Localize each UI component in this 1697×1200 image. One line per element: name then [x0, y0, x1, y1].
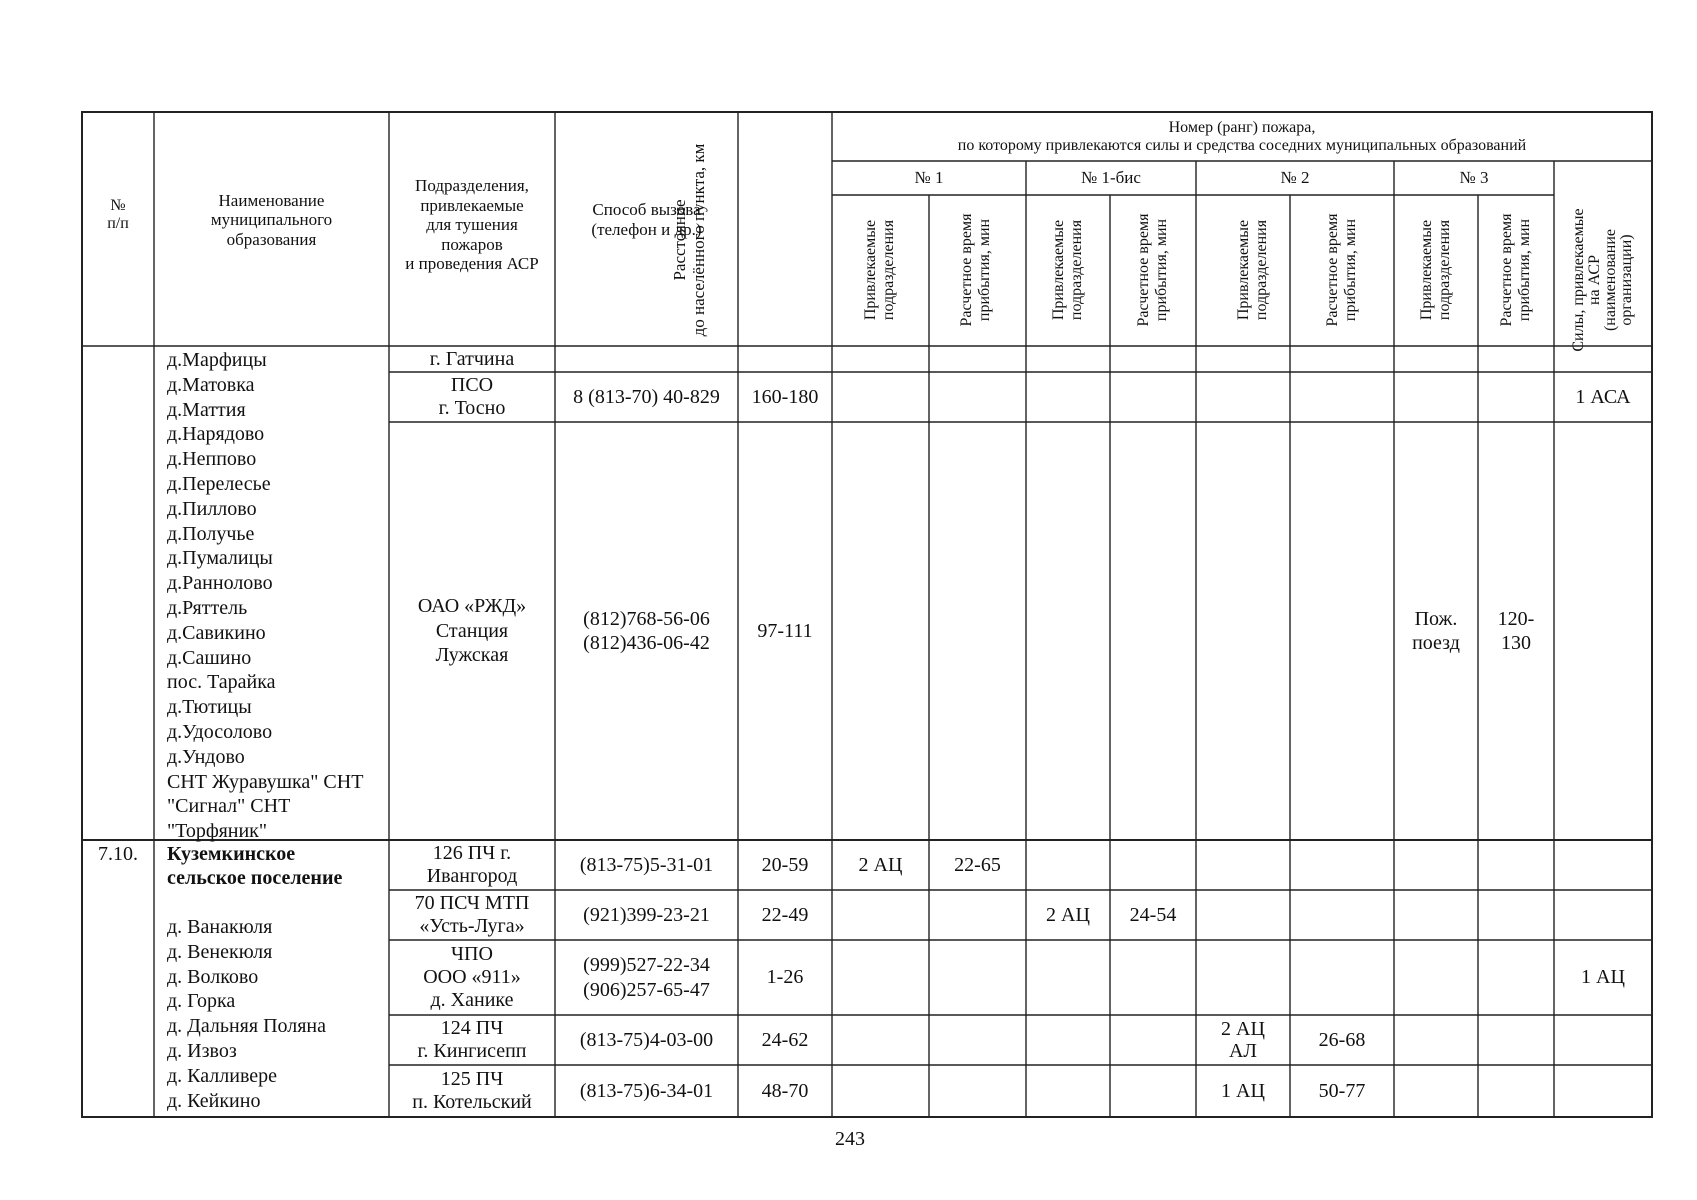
phone-cell: (812)768-56-06 (812)436-06-42 — [583, 607, 710, 654]
unit-cell: ОАО «РЖД» Станция Лужская — [417, 595, 527, 667]
village-name: д.Получье — [167, 522, 255, 545]
phone-cell: (921)399-23-21 — [583, 903, 710, 926]
header-units: Подразделения, привлекаемые для тушения пожаров и проведения АСР — [405, 176, 539, 274]
village-name: д.Раннолово — [167, 572, 273, 595]
phone-cell: (813-75)4-03-00 — [579, 1028, 714, 1051]
phone-cell: 8 (813-70) 40-829 — [573, 385, 720, 408]
header-r1bis-units: Привлекаемые подразделения — [1050, 219, 1085, 321]
village-name: д.Нарядово — [167, 423, 265, 446]
header-r3-time: Расчетное время прибытия, мин — [1498, 213, 1533, 327]
village-name: д.Перелесье — [167, 472, 271, 495]
header-r3-units: Привлекаемые подразделения — [1418, 219, 1453, 321]
municipality-name: Куземкинское сельское поселение — [167, 843, 343, 890]
header-r1-time: Расчетное время прибытия, мин — [958, 213, 993, 327]
header-r1bis-time: Расчетное время прибытия, мин — [1135, 213, 1170, 327]
village-name: д. Кейкино — [167, 1089, 261, 1112]
unit-cell: г. Гатчина — [429, 347, 515, 370]
header-asr-forces: Силы, привлекаемые на АСР (наименование организации) — [1570, 208, 1635, 352]
village-name: д.Сашино — [167, 646, 252, 669]
village-name: д.Тютицы — [167, 696, 252, 719]
village-name: д.Неппово — [167, 448, 257, 471]
village-name: д.Пумалицы — [167, 547, 273, 570]
village-name: д. Извоз — [167, 1039, 237, 1062]
unit-cell: ЧПО ООО «911» д. Ханике — [423, 943, 521, 1011]
r2-units-cell: 2 АЦ АЛ — [1221, 1018, 1265, 1062]
unit-cell: 124 ПЧ г. Кингисепп — [417, 1017, 527, 1062]
village-name: д.Ундово — [167, 745, 245, 768]
header-municipality-name: Наименование муниципального образования — [210, 190, 333, 249]
header-r1-units: Привлекаемые подразделения — [862, 219, 897, 321]
distance-cell: 20-59 — [761, 853, 809, 876]
header-rank-2: № 2 — [1280, 168, 1310, 188]
village-name: д. Ванакюля — [167, 916, 273, 938]
r3-units-cell: Пож. поезд — [1412, 607, 1460, 654]
phone-cell: (999)527-22-34 (906)257-65-47 — [583, 954, 710, 1001]
phone-cell: (813-75)5-31-01 — [579, 853, 714, 876]
header-rank-1: № 1 — [914, 168, 944, 188]
r1bis-time-cell: 24-54 — [1129, 903, 1177, 926]
header-rank-3: № 3 — [1459, 168, 1489, 188]
village-name: д.Матовка — [167, 373, 255, 396]
asr-cell: 1 АЦ — [1581, 966, 1625, 989]
r1bis-units-cell: 2 АЦ — [1046, 903, 1090, 926]
row-number: 7.10. — [98, 843, 138, 865]
unit-cell: 70 ПСЧ МТП «Усть-Луга» — [414, 892, 530, 937]
village-name: "Торфяник" — [167, 820, 268, 843]
village-name: д. Горка — [167, 990, 236, 1013]
header-rank-title: Номер (ранг) пожара, по которому привлекаются силы и средства соседних муниципальных образований — [957, 118, 1527, 154]
phone-cell: (813-75)6-34-01 — [579, 1079, 714, 1102]
distance-cell: 48-70 — [761, 1079, 809, 1102]
r2-units-cell: 1 АЦ — [1221, 1079, 1265, 1102]
block1-village-list — [167, 348, 363, 844]
header-r2-units: Привлекаемые подразделения — [1235, 219, 1270, 321]
village-name: д. Волково — [167, 965, 259, 988]
distance-cell: 160-180 — [751, 385, 819, 408]
distance-cell: 1-26 — [766, 966, 804, 989]
distance-cell: 97-111 — [757, 619, 813, 642]
village-name: д.Марфицы — [167, 349, 267, 371]
village-name: д.Удосолово — [167, 720, 273, 743]
village-name: "Сигнал" СНТ — [167, 795, 291, 818]
unit-cell: ПСО г. Тосно — [438, 374, 506, 419]
asr-cell: 1 АСА — [1575, 385, 1631, 408]
page-number: 243 — [835, 1128, 865, 1150]
village-name: СНТ Журавушка" СНТ — [167, 770, 364, 793]
header-call-method: Способ вызова (телефон и др.) — [591, 200, 702, 239]
distance-cell: 24-62 — [761, 1028, 809, 1051]
header-distance: Расстояние до населённого пункта, км — [670, 143, 708, 337]
block2-village-list — [167, 915, 326, 1113]
village-name: д.Пиллово — [167, 497, 257, 520]
header-r2-time: Расчетное время прибытия, мин — [1324, 213, 1359, 327]
village-name: д.Маттия — [167, 398, 246, 421]
header-rank-1bis: № 1-бис — [1081, 168, 1141, 188]
r1-units-cell: 2 АЦ — [858, 853, 903, 876]
r2-time-cell: 50-77 — [1318, 1079, 1366, 1102]
village-name: д.Савикино — [167, 621, 266, 644]
village-name: д. Дальняя Поляна — [167, 1015, 327, 1038]
unit-cell: 125 ПЧ п. Котельский — [412, 1068, 532, 1113]
village-name: д. Венекюля — [167, 940, 273, 963]
distance-cell: 22-49 — [761, 903, 809, 926]
r2-time-cell: 26-68 — [1318, 1028, 1366, 1051]
unit-cell: 126 ПЧ г. Ивангород — [426, 842, 518, 887]
village-name: д.Ряттель — [167, 596, 248, 619]
r3-time-cell: 120- 130 — [1497, 607, 1535, 654]
village-name: д. Калливере — [167, 1064, 278, 1087]
village-name: пос. Тарайка — [167, 671, 276, 694]
r1-time-cell: 22-65 — [954, 853, 1001, 876]
header-num: № п/п — [107, 196, 129, 232]
